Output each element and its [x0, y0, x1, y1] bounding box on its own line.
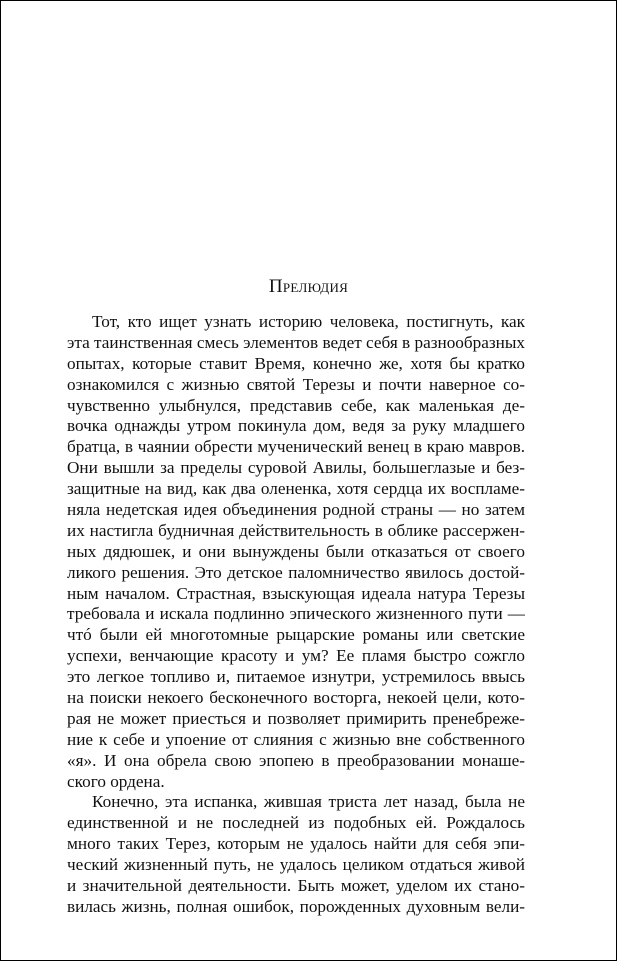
- text-line: ознакомился с жизнью святой Терезы и почти наверное со-: [67, 374, 525, 394]
- text-line: успехи, венчающие красоту и ум? Ее пламя быстро сожгло: [67, 646, 525, 666]
- body-text: [67, 312, 525, 918]
- text-line: и значительной деятельности. Быть может, уделом их стано-: [67, 876, 525, 896]
- text-line: единственной и не последней из подобных ей. Рождалось: [67, 813, 525, 833]
- text-line: их настигла будничная действительность в облике рассержен-: [67, 520, 525, 540]
- text-line: опытах, которые ставит Время, конечно же, хотя бы кратко: [67, 353, 525, 373]
- text-line: эта таинственная смесь элементов ведет себя в разнообразных: [67, 332, 525, 352]
- text-line: Конечно, эта испанка, жившая триста лет назад, была не: [92, 792, 525, 812]
- text-line: Они вышли за пределы суровой Авилы, большеглазые и без-: [67, 458, 525, 478]
- text-line: требовала и искала подлинно эпического жизненного пути —: [67, 604, 525, 624]
- text-line: ческий жизненный путь, не удалось целиком отдаться живой: [67, 855, 525, 875]
- text-line: Тот, кто ищет узнать историю человека, постигнуть, как: [92, 312, 525, 331]
- text-line: много таких Терез, которым не удалось найти для себя эпи-: [67, 834, 525, 854]
- text-line: ным началом. Страстная, взыскующая идеала натура Терезы: [67, 583, 525, 603]
- text-line: ского ордена.: [67, 771, 165, 791]
- text-line: няла недетская идея объединения родной страны — но затем: [67, 500, 525, 520]
- text-line: на поиски некоего бесконечного восторга, некоей цели, кото-: [67, 688, 525, 708]
- text-line: рая не может приесться и позволяет примирить пренебреже-: [67, 708, 525, 728]
- text-line: чувственно улыбнулся, представив себе, как маленькая де-: [67, 395, 525, 415]
- text-line: это легкое топливо и, питаемое изнутри, устремилось ввысь: [67, 667, 525, 687]
- text-line: защитные на вид, как два олененка, хотя сердца их воспламе-: [67, 479, 525, 499]
- text-line: ных дядюшек, и они вынуждены были отказаться от своего: [67, 541, 525, 561]
- text-line: братца, в чаянии обрести мученический венец в краю мавров.: [67, 437, 525, 457]
- text-line: ликого решения. Это детское паломничество явилось достой-: [67, 562, 525, 582]
- text-line: «я». И она обрела свою эпопею в преобразовании монаше-: [67, 750, 525, 770]
- text-line: вочка однажды утром покинула дом, ведя за руку младшего: [67, 416, 525, 436]
- chapter-title: Прелюдия: [268, 276, 349, 297]
- text-line: чтó были ей многотомные рыцарские романы или светские: [67, 625, 525, 645]
- text-line: ние к себе и упоение от слияния с жизнью вне собственного: [67, 729, 525, 749]
- text-line: вилась жизнь, полная ошибок, порожденных духовным вели-: [67, 896, 525, 916]
